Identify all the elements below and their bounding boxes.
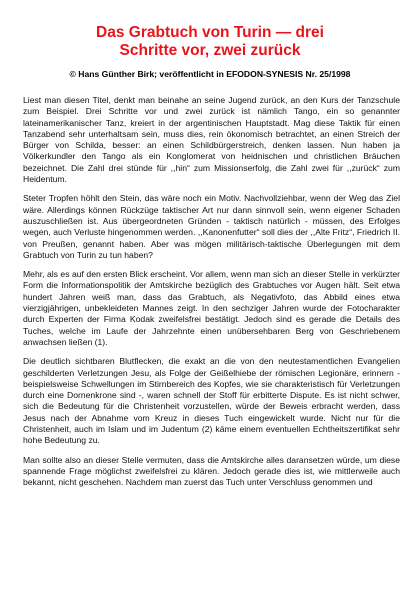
paragraph: Man sollte also an dieser Stelle vermuten, dass die Amtskirche alles daransetzen würde, um diese spannende Frage möglichst zweifelsfrei zu klären. Jedoch gerade dies ist, wie mittlerweile auch bekannt, nicht geschehen. Nachdem man zuerst das Tuch unter Verschluss genommen und — [23, 454, 400, 488]
article-body — [23, 95, 400, 497]
paragraph: Liest man diesen Titel, denkt man beinahe an seine Jugend zurück, an den Kurs der Tanzschule zum Beispiel. Drei Schritte vor und zwei zurück ist nämlich Tango, ein so genannter lateinamerikanischer Tanz, kreiert in der argentinischen Hauptstadt. Mag diese Taktik für einen Tanzabend sehr unterhaltsam sein, muss dies, rein ökonomisch betrachtet, an einen Streich der Bürger von Schilda, besser: an einen Schildbürgerstreich, denken lassen. Nun haben ja Völkerkundler den Tango als ein Konglomerat von heidnischen und christlichen Bräuchen bezeichnet. Die Zahl drei stünde für ,,hin“ zum Missionserfolg, die Zahl zwei für ,,zurück“ zum Heidentum. — [23, 95, 400, 185]
title-line-2: Schritte vor, zwei zurück — [119, 42, 301, 59]
paragraph: Mehr, als es auf den ersten Blick erscheint. Vor allem, wenn man sich an dieser Stelle in verkürzter Form die Informationspolitik der Amtskirche bezüglich des Grabtuches vor Augen hält. Seit etwa hundert Jahren weiß man, dass das Grabtuch, als Negativfoto, das Abbild eines etwa vierzigjährigen, unbekleideten Mannes zeigt. In den sechziger Jahren wurde der Fotocharakter durch Experten der Firma Kodak zweifelsfrei bestätigt. Jedoch sind es gerade die Details des Tuches, welche im Laufe der Jahrzehnte einen unübersehbaren Berg von Geschriebenem anwachsen ließen (1). — [23, 269, 400, 347]
article-title — [10, 24, 410, 60]
article-byline: © Hans Günther Birk; veröffentlicht in EFODON-SYNESIS Nr. 25/1998 — [69, 69, 351, 79]
paragraph: Steter Tropfen höhlt den Stein, das wäre noch ein Motiv. Nachvollziehbar, wenn der Weg das Ziel wäre. Allerdings können Rückzüge taktischer Art nur dann sinnvoll sein, wenn eigener Schaden auszuschließen ist. Aus übergeordneten Gründen - taktisch natürlich - müssen, des Erfolges wegen, auch Verluste hingenommen werden. ,,Kanonenfutter“ soll dies der ,,Alte Fritz“, Friedrich II. von Preußen, genannt haben. Aber was mögen militärisch-taktische Überlegungen mit dem Grabtuch von Turin zu tun haben? — [23, 193, 400, 260]
paragraph: Die deutlich sichtbaren Blutflecken, die exakt an die von den neutestamentlichen Evangelien geschilderten Verletzungen Jesu, als Folge der Geißelhiebe der römischen Legionäre, erinnern - beispielsweise Schwellungen im Stirnbereich des Kopfes, wie sie charakteristisch für Verletzungen durch eine Dornenkrone sind -, waren schnell der Stoff für erbitterte Dispute. Es ist nicht schwer, sich die Bedeutung für die Christenheit vorzustellen, würde der Beweis erbracht werden, dass Jesus nach der Abnahme vom Kreuz in dieses Tuch eingewickelt wurde. Nicht nur für die Christenheit, auch im Islam und im Judentum (2) käme einem eventuellen Echtheitszertifikat sehr hohe Bedeutung zu. — [23, 356, 400, 446]
title-line-1: Das Grabtuch von Turin — drei — [96, 24, 324, 41]
